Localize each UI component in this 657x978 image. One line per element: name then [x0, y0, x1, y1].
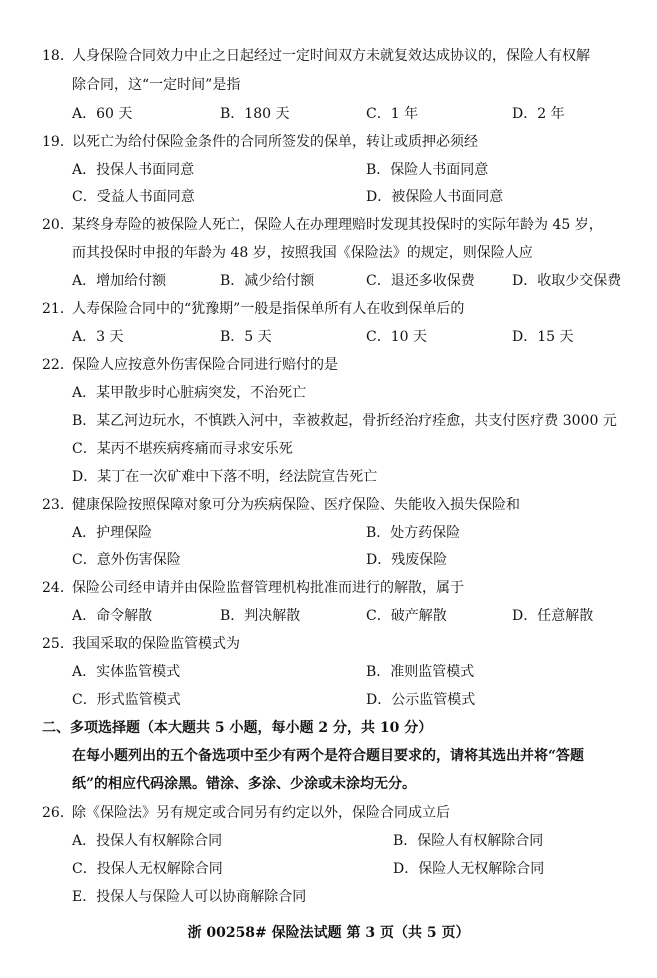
option-c: C．投保人无权解除合同 — [72, 861, 223, 877]
option-d: D．公示监管模式 — [366, 692, 476, 708]
option-d: D．某丁在一次矿难中下落不明，经法院宣告死亡 — [72, 469, 378, 485]
question-22 — [0, 354, 657, 376]
section-instructions-line2 — [0, 773, 657, 795]
question-18-cont — [0, 74, 657, 96]
question-number: 23． — [42, 497, 74, 513]
question-21 — [0, 298, 657, 320]
question-number: 18． — [42, 48, 74, 64]
question-22-option-a — [0, 382, 657, 404]
question-23-options-row2 — [0, 549, 657, 571]
question-20-cont — [0, 242, 657, 264]
option-b: B．保险人有权解除合同 — [393, 833, 544, 849]
option-d: D．收取少交保费 — [512, 273, 622, 289]
option-a: A．增加给付额 — [72, 273, 167, 289]
option-b: B．某乙河边玩水，不慎跌入河中，幸被救起，骨折经治疗痊愈，共支付医疗费 3000 元 — [72, 413, 617, 429]
option-a: A．3 天 — [72, 329, 124, 345]
question-26-options-row2 — [0, 858, 657, 880]
question-22-option-b — [0, 410, 657, 432]
question-26-options-row1 — [0, 830, 657, 852]
option-d: D．15 天 — [512, 329, 574, 345]
question-23 — [0, 494, 657, 516]
question-number: 24． — [42, 580, 74, 596]
option-d: D．被保险人书面同意 — [366, 189, 504, 205]
section-heading — [0, 717, 657, 739]
question-24 — [0, 577, 657, 599]
option-d: D．任意解散 — [512, 608, 594, 624]
question-26 — [0, 802, 657, 824]
question-25-options-row2 — [0, 689, 657, 711]
question-text: 保险公司经申请并由保险监督管理机构批准而进行的解散，属于 — [72, 580, 464, 596]
page-footer: 浙 00258# 保险法试题 第 3 页（共 5 页） — [187, 925, 470, 941]
option-a: A．命令解散 — [72, 608, 153, 624]
option-e: E．投保人与保险人可以协商解除合同 — [72, 889, 307, 905]
option-c: C．某丙不堪疾病疼痛而寻求安乐死 — [72, 441, 293, 457]
question-18-options — [0, 103, 657, 125]
option-a: A．投保人有权解除合同 — [72, 833, 223, 849]
instruction-text: 纸”的相应代码涂黑。错涂、多涂、少涂或未涂均无分。 — [72, 776, 417, 792]
option-b: B．处方药保险 — [366, 525, 461, 541]
option-c: C．10 天 — [366, 329, 427, 345]
question-text: 保险人应按意外伤害保险合同进行赔付的是 — [72, 357, 338, 373]
question-25-options-row1 — [0, 661, 657, 683]
question-26-option-e — [0, 886, 657, 908]
option-b: B．减少给付额 — [220, 273, 315, 289]
option-c: C．受益人书面同意 — [72, 189, 195, 205]
question-20 — [0, 214, 657, 236]
question-text: 人寿保险合同中的“犹豫期”一般是指保单所有人在收到保单后的 — [72, 301, 465, 317]
option-b: B．5 天 — [220, 329, 272, 345]
option-a: A．投保人书面同意 — [72, 162, 195, 178]
section-title: 二、多项选择题（本大题共 5 小题，每小题 2 分，共 10 分） — [42, 720, 433, 736]
question-24-options — [0, 605, 657, 627]
option-d: D．残废保险 — [366, 552, 448, 568]
option-a: A．60 天 — [72, 106, 133, 122]
option-b: B．判决解散 — [220, 608, 301, 624]
option-c: C．破产解散 — [366, 608, 447, 624]
option-a: A．实体监管模式 — [72, 664, 181, 680]
option-d: D．2 年 — [512, 106, 565, 122]
question-number: 26． — [42, 805, 74, 821]
option-c: C．形式监管模式 — [72, 692, 181, 708]
option-d: D．保险人无权解除合同 — [393, 861, 545, 877]
option-a: A．护理保险 — [72, 525, 153, 541]
question-19 — [0, 131, 657, 153]
question-22-option-d — [0, 466, 657, 488]
question-number: 22． — [42, 357, 74, 373]
question-text: 某终身寿险的被保险人死亡，保险人在办理理赔时发现其投保时的实际年龄为 45 岁， — [72, 217, 603, 233]
question-text: 除合同，这“一定时间”是指 — [72, 77, 241, 93]
instruction-text: 在每小题列出的五个备选项中至少有两个是符合题目要求的，请将其选出并将“答题 — [72, 748, 585, 764]
question-19-options-row2 — [0, 186, 657, 208]
question-text: 以死亡为给付保险金条件的合同所签发的保单，转让或质押必须经 — [72, 134, 478, 150]
question-18 — [0, 45, 657, 67]
question-number: 19． — [42, 134, 74, 150]
question-20-options — [0, 270, 657, 292]
question-23-options-row1 — [0, 522, 657, 544]
question-text: 健康保险按照保障对象可分为疾病保险、医疗保险、失能收入损失保险和 — [72, 497, 520, 513]
option-c: C．意外伤害保险 — [72, 552, 181, 568]
question-text: 我国采取的保险监管模式为 — [72, 636, 240, 652]
option-a: A．某甲散步时心脏病突发，不治死亡 — [72, 385, 307, 401]
question-text: 除《保险法》另有规定或合同另有约定以外，保险合同成立后 — [72, 805, 450, 821]
option-b: B．保险人书面同意 — [366, 162, 489, 178]
question-text: 而其投保时申报的年龄为 48 岁，按照我国《保险法》的规定，则保险人应 — [72, 245, 533, 261]
question-21-options — [0, 326, 657, 348]
question-text: 人身保险合同效力中止之日起经过一定时间双方未就复效达成协议的，保险人有权解 — [72, 48, 590, 64]
question-25 — [0, 633, 657, 655]
section-instructions-line1 — [0, 745, 657, 767]
question-number: 21． — [42, 301, 74, 317]
question-number: 25． — [42, 636, 74, 652]
option-b: B．准则监管模式 — [366, 664, 475, 680]
question-number: 20． — [42, 217, 74, 233]
option-c: C．1 年 — [366, 106, 419, 122]
question-19-options-row1 — [0, 159, 657, 181]
option-b: B．180 天 — [220, 106, 290, 122]
question-22-option-c — [0, 438, 657, 460]
option-c: C．退还多收保费 — [366, 273, 475, 289]
